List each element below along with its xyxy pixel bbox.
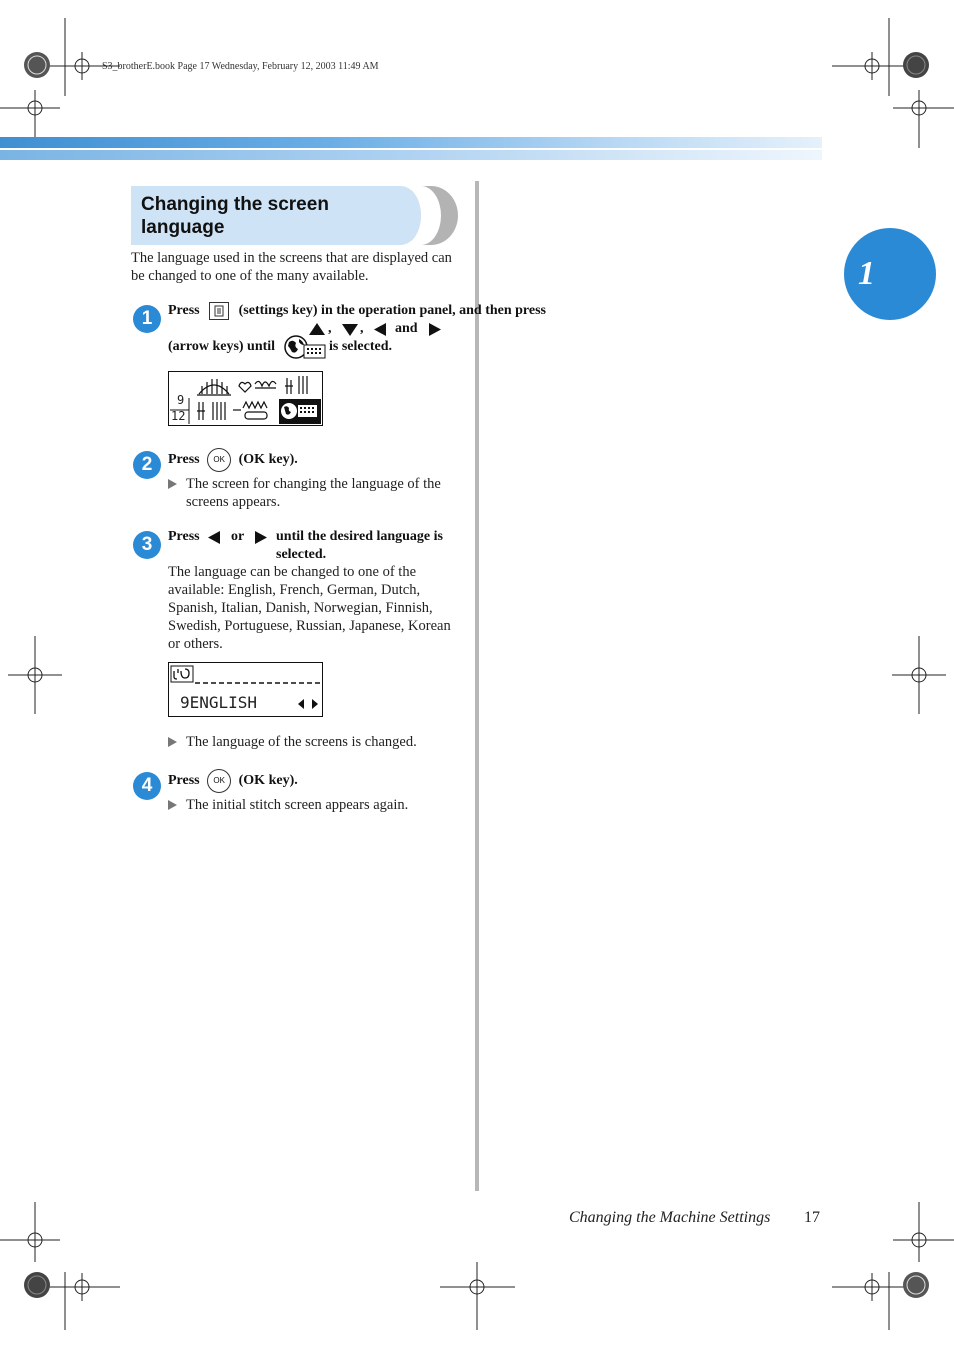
right-arrow-icon xyxy=(254,530,268,545)
footer-chapter-title: Changing the Machine Settings xyxy=(569,1209,771,1226)
lcd-right-arrow-icon xyxy=(312,699,318,709)
step-number-1: 1 xyxy=(133,305,161,333)
result-triangle-icon xyxy=(168,737,177,747)
lcd-language-value: 9ENGLISH xyxy=(180,693,258,712)
step-2-text xyxy=(168,448,298,472)
ok-key-icon: OK xyxy=(207,448,231,472)
print-header: S3_brotherE.book Page 17 Wednesday, February 12, 2003 11:49 AM xyxy=(102,61,379,72)
left-arrow-icon xyxy=(207,530,221,545)
arrow-keys-row xyxy=(306,320,446,338)
step-1-is-selected: is selected. xyxy=(329,339,392,354)
step-3-result xyxy=(168,733,463,751)
step-1-and: and xyxy=(395,321,418,336)
lcd-stitch-patterns xyxy=(169,372,321,424)
step-1-settings-text: (settings key) in the operation panel, and then press xyxy=(238,303,547,319)
step-4-press: Press xyxy=(168,773,200,789)
step-4-text xyxy=(168,769,298,793)
right-arrow-icon xyxy=(429,323,441,336)
down-arrow-icon xyxy=(342,324,358,336)
lcd-stitch-screen xyxy=(168,371,323,426)
step-3-press: Press xyxy=(168,529,200,544)
section-heading-box xyxy=(131,186,458,245)
step-1-comma-1: , xyxy=(328,321,332,336)
step-2-result-text: The screen for changing the language of the screens appears. xyxy=(186,476,441,510)
header-band-top xyxy=(0,137,822,148)
step-1-arrow-keys-text: (arrow keys) until xyxy=(168,339,276,354)
step-number-2: 2 xyxy=(133,451,161,479)
chapter-number-badge: 1 xyxy=(844,228,936,320)
lcd-left-arrow-icon xyxy=(298,699,304,709)
step-3-until xyxy=(276,528,466,564)
left-arrow-icon xyxy=(374,323,386,336)
step-2-press: Press xyxy=(168,452,200,468)
section-title: Changing the screen language xyxy=(141,194,329,238)
step-3-or: or xyxy=(231,529,245,544)
step-4-ok-key-text: (OK key). xyxy=(238,773,298,789)
step-3-result-text: The language of the screens is changed. xyxy=(186,734,417,750)
ok-key-icon: OK xyxy=(207,769,231,793)
footer-page-number: 17 xyxy=(804,1209,820,1226)
step-1-comma-2: , xyxy=(360,321,364,336)
lcd-digit-top: 9 xyxy=(177,393,185,407)
intro-paragraph: The language used in the screens that are displayed can be changed to one of the many available. xyxy=(131,250,452,284)
step-number-3: 3 xyxy=(133,531,161,559)
step-3-until-text: until the desired language is selected. xyxy=(276,529,443,562)
settings-key-icon xyxy=(209,302,229,320)
step-3-description: The language can be changed to one of the available: English, French, German, Dutch, Spanish, Italian, Danish, Norwegian, Finnish, Swedish, Portuguese, Russian, Japanese, Korean or others. xyxy=(168,564,451,652)
step-4-result-text: The initial stitch screen appears again. xyxy=(186,797,409,813)
lcd-digit-bottom: 12 xyxy=(171,409,186,423)
header-band-bottom xyxy=(0,150,822,160)
result-triangle-icon xyxy=(168,479,177,489)
step-number-4: 4 xyxy=(133,772,161,800)
step-1-text xyxy=(168,302,547,320)
language-globe-icon xyxy=(284,334,326,360)
lcd-language-screen xyxy=(168,662,323,717)
step-2-result xyxy=(168,475,463,511)
step-2-ok-key-text: (OK key). xyxy=(238,452,298,468)
column-divider xyxy=(475,181,479,1191)
step-1-press: Press xyxy=(168,303,200,319)
step-4-result xyxy=(168,796,463,814)
result-triangle-icon xyxy=(168,800,177,810)
